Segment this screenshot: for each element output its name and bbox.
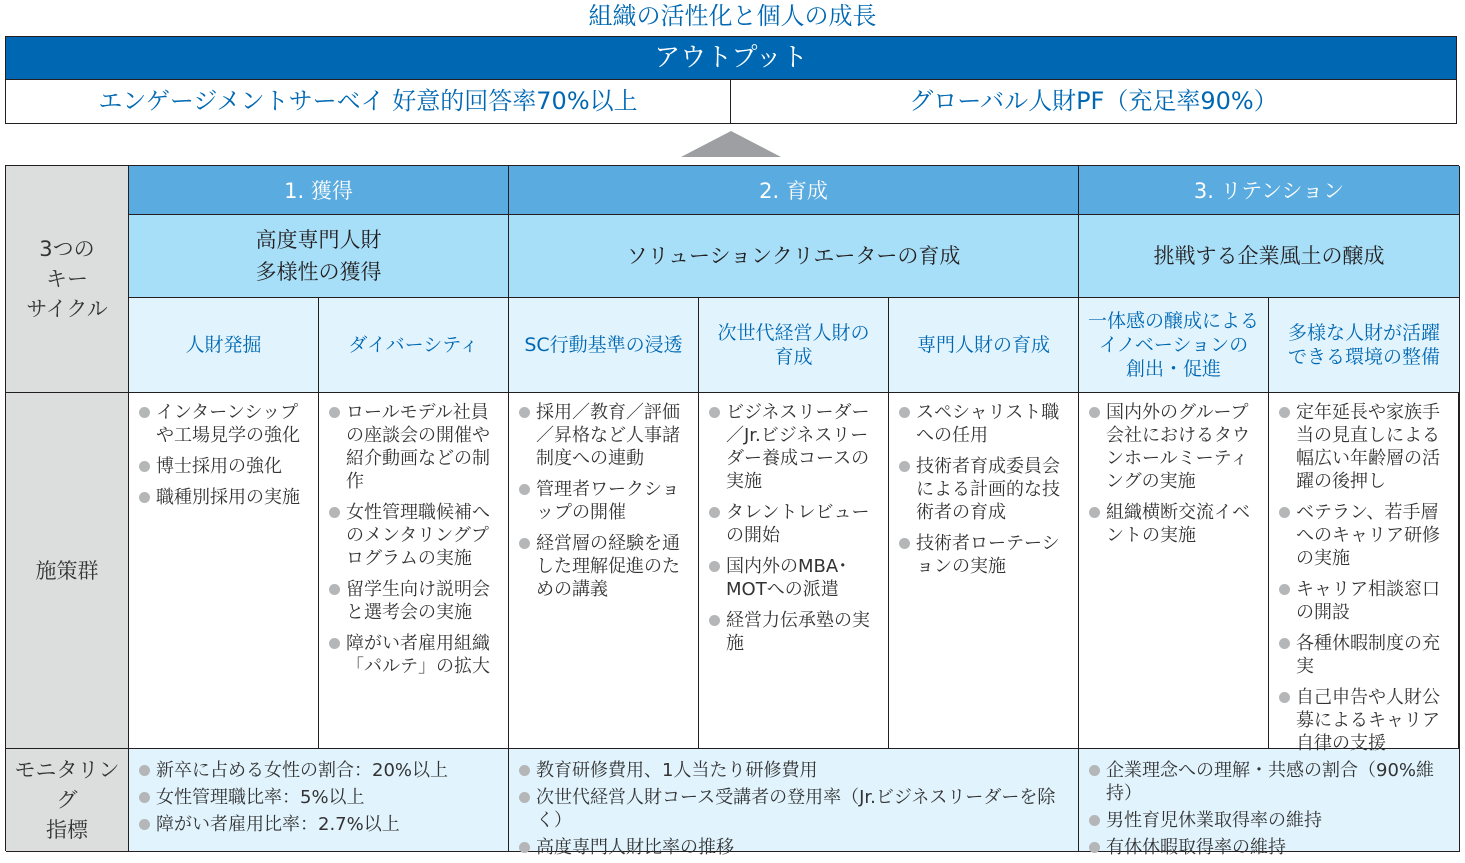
bullet-list [1277, 401, 1453, 763]
list-item: 新卒に占める女性の割合：20%以上 [137, 759, 448, 782]
list-item: キャリア相談窓口の開設 [1277, 578, 1453, 624]
bullet-list [517, 759, 1072, 863]
list-item: ビジネスリーダー／Jr.ビジネスリーダー養成コースの実施 [707, 401, 882, 493]
theme-acquisition: 高度専門人財 多様性の獲得 [129, 215, 509, 298]
subtheme: ダイバーシティ [319, 298, 509, 393]
measures-label: 施策群 [6, 393, 129, 749]
list-item: 組織横断交流イベントの実施 [1087, 501, 1262, 547]
monitoring-label: モニタリング 指標 [6, 749, 129, 852]
list-item: 留学生向け説明会と選考会の実施 [327, 578, 502, 624]
subtheme: 次世代経営人財の 育成 [699, 298, 889, 393]
list-item: 管理者ワークショップの開催 [517, 478, 692, 524]
list-item: 各種休暇制度の充実 [1277, 632, 1453, 678]
bullet-list [707, 401, 882, 663]
list-item: スペシャリスト職への任用 [897, 401, 1072, 447]
measures-cell [129, 393, 319, 749]
output-row [5, 80, 1457, 124]
cycle-retention: 3. リテンション [1079, 166, 1460, 215]
list-item: 女性管理職比率：5%以上 [137, 786, 448, 809]
list-item: 企業理念への理解・共感の割合（90%維持） [1087, 759, 1453, 805]
list-item: 定年延長や家族手当の見直しによる幅広い年齢層の活躍の後押し [1277, 401, 1453, 493]
monitoring-cell [1079, 749, 1460, 858]
bullet-list [137, 401, 312, 517]
list-item: ロールモデル社員の座談会の開催や紹介動画などの制作 [327, 401, 502, 493]
list-item: 国内外のグループ会社におけるタウンホールミーティングの実施 [1087, 401, 1262, 493]
list-item: 国内外のMBA･MOTへの派遣 [707, 555, 882, 601]
list-item: 教育研修費用、1人当たり研修費用 [517, 759, 1072, 782]
measures-cell [509, 393, 699, 749]
list-item: 障がい者雇用比率：2.7%以上 [137, 813, 448, 836]
measures-cell [1269, 393, 1460, 754]
theme-retention: 挑戦する企業風土の醸成 [1079, 215, 1460, 298]
up-arrow-icon [681, 131, 781, 157]
list-item: 障がい者雇用組織「パルテ」の拡大 [327, 632, 502, 678]
measures-cell [699, 393, 889, 749]
list-item: 採用／教育／評価／昇格など人事諸制度への連動 [517, 401, 692, 470]
list-item: 女性管理職候補へのメンタリングプログラムの実施 [327, 501, 502, 570]
subtheme: 人財発掘 [129, 298, 319, 393]
subtheme: SC行動基準の浸透 [509, 298, 699, 393]
cycle-acquisition: 1. 獲得 [129, 166, 509, 215]
output-global-pf: グローバル人財PF（充足率90%） [909, 87, 1278, 115]
list-item: タレントレビューの開始 [707, 501, 882, 547]
output-header: アウトプット [5, 36, 1457, 80]
key-cycle-table [5, 165, 1459, 858]
list-item: 職種別採用の実施 [137, 486, 312, 509]
measures-cell [1079, 393, 1269, 749]
bullet-list [1087, 759, 1453, 863]
list-item: 技術者育成委員会による計画的な技術者の育成 [897, 455, 1072, 524]
bullet-list [327, 401, 502, 686]
monitoring-cell [129, 749, 509, 852]
bullet-list [897, 401, 1072, 586]
bullet-list [517, 401, 692, 609]
list-item: 高度専門人財比率の推移 [517, 836, 1072, 859]
monitoring-cell [509, 749, 1079, 858]
list-item: 男性育児休業取得率の維持 [1087, 809, 1453, 832]
list-item: 経営層の経験を通した理解促進のための講義 [517, 532, 692, 601]
list-item: 有休休暇取得率の維持 [1087, 836, 1453, 859]
list-item: 博士採用の強化 [137, 455, 312, 478]
list-item: 自己申告や人財公募によるキャリア自律の支援 [1277, 686, 1453, 755]
list-item: ベテラン、若手層へのキャリア研修の実施 [1277, 501, 1453, 570]
list-item: インターンシップや工場見学の強化 [137, 401, 312, 447]
theme-development: ソリューションクリエーターの育成 [509, 215, 1079, 298]
bullet-list [137, 759, 448, 840]
subtheme: 専門人財の育成 [889, 298, 1079, 393]
output-engagement: エンゲージメントサーベイ 好意的回答率70%以上 [6, 80, 731, 123]
list-item: 経営力伝承塾の実施 [707, 609, 882, 655]
measures-cell [319, 393, 509, 749]
list-item: 技術者ローテーションの実施 [897, 532, 1072, 578]
subtheme: 多様な人財が活躍 できる環境の整備 [1269, 298, 1460, 393]
cycle-development: 2. 育成 [509, 166, 1079, 215]
subtheme: 一体感の醸成による イノベーションの 創出・促進 [1079, 298, 1269, 393]
page-title: 組織の活性化と個人の成長 [588, 2, 877, 30]
key-cycle-label: 3つの キー サイクル [6, 166, 129, 393]
list-item: 次世代経営人財コース受講者の登用率（Jr.ビジネスリーダーを除く） [517, 786, 1072, 832]
measures-cell [889, 393, 1079, 749]
bullet-list [1087, 401, 1262, 555]
